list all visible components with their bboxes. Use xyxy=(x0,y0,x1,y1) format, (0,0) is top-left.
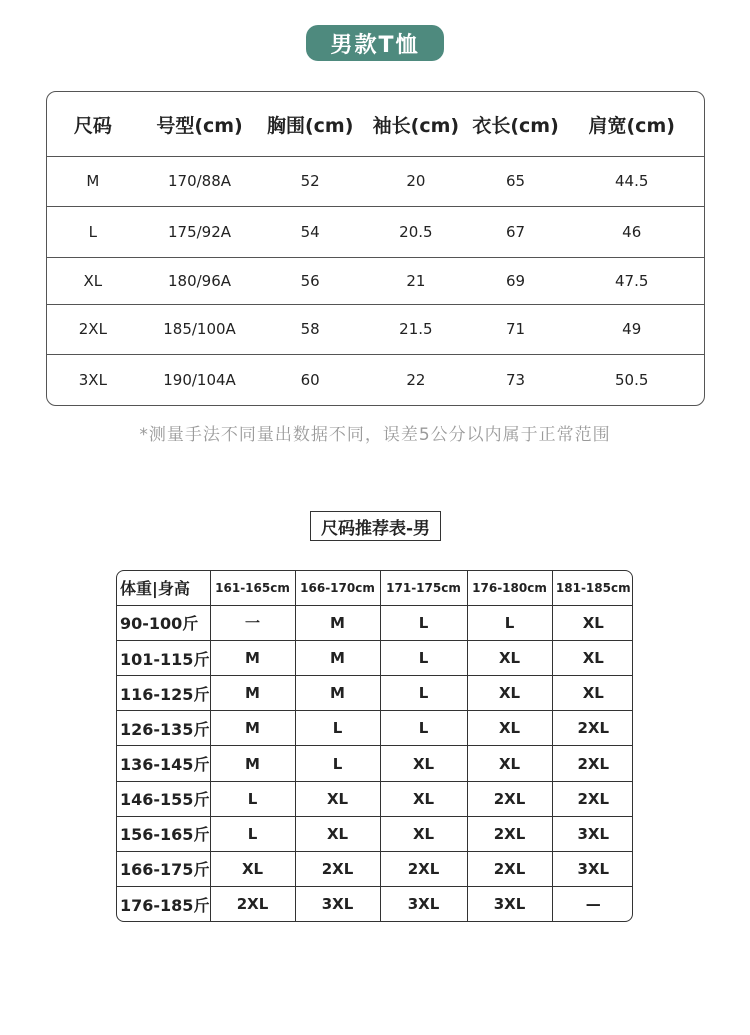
recommended-size: — xyxy=(552,887,633,921)
weight-range: 126-135斤 xyxy=(117,711,210,746)
recommend-row xyxy=(117,851,633,886)
recommended-size: L xyxy=(380,676,467,711)
recommended-size: XL xyxy=(552,676,633,711)
header-chest: 胸围(cm) xyxy=(266,114,354,137)
recommended-size: M xyxy=(210,746,295,781)
size-row-m xyxy=(47,156,704,206)
weight-range: 146-155斤 xyxy=(117,781,210,816)
cell-size: M xyxy=(86,172,100,190)
recommended-size: 3XL xyxy=(467,887,552,921)
weight-range: 101-115斤 xyxy=(117,641,210,676)
recommend-row xyxy=(117,641,633,676)
recommended-size: 3XL xyxy=(295,887,380,921)
cell-sleeve: 21.5 xyxy=(399,320,433,338)
weight-range: 90-100斤 xyxy=(117,605,210,640)
recommended-size: 2XL xyxy=(210,887,295,921)
weight-range: 176-185斤 xyxy=(117,887,210,921)
cell-length: 69 xyxy=(506,271,526,290)
recommend-row xyxy=(117,781,633,816)
recommended-size: L xyxy=(210,781,295,816)
size-row-xl xyxy=(47,257,704,304)
recommended-size: L xyxy=(467,605,552,640)
height-range: 161-165cm xyxy=(210,571,295,605)
recommended-size: XL xyxy=(380,781,467,816)
recommended-size: M xyxy=(295,641,380,676)
cell-sleeve: 22 xyxy=(406,370,426,389)
cell-sleeve: 21 xyxy=(406,271,426,290)
page-title-badge: 男款T恤 xyxy=(306,25,444,61)
size-row-2xl xyxy=(47,304,704,354)
weight-range: 136-145斤 xyxy=(117,746,210,781)
recommended-size: XL xyxy=(467,746,552,781)
recommended-size: XL xyxy=(295,816,380,851)
recommended-size: M xyxy=(295,605,380,640)
size-recommend-table xyxy=(116,570,633,922)
recommended-size: L xyxy=(295,746,380,781)
cell-shoulder: 49 xyxy=(622,320,642,338)
recommended-size: XL xyxy=(380,746,467,781)
recommended-size: XL xyxy=(467,641,552,676)
cell-shoulder: 50.5 xyxy=(615,370,649,389)
recommend-table-title: 尺码推荐表-男 xyxy=(310,511,441,541)
cell-fit-number: 175/92A xyxy=(168,222,232,241)
cell-size: 3XL xyxy=(78,370,107,389)
cell-fit-number: 190/104A xyxy=(163,370,236,389)
cell-length: 65 xyxy=(506,172,526,190)
recommended-size: 一 xyxy=(210,605,295,640)
measurement-note: *测量手法不同量出数据不同，误差5公分以内属于正常范围 xyxy=(139,425,611,445)
height-range: 176-180cm xyxy=(467,571,552,605)
height-range: 171-175cm xyxy=(380,571,467,605)
cell-size: XL xyxy=(83,271,103,290)
recommended-size: L xyxy=(380,641,467,676)
size-chart-header-row xyxy=(47,92,704,156)
size-row-3xl xyxy=(47,354,704,405)
recommended-size: M xyxy=(210,641,295,676)
recommend-row xyxy=(117,711,633,746)
recommended-size: XL xyxy=(552,605,633,640)
recommended-size: 3XL xyxy=(380,887,467,921)
cell-chest: 56 xyxy=(300,271,320,290)
recommended-size: 2XL xyxy=(467,851,552,886)
cell-chest: 54 xyxy=(300,222,320,241)
recommend-row xyxy=(117,887,633,921)
recommended-size: 2XL xyxy=(552,711,633,746)
cell-size: L xyxy=(88,222,98,241)
cell-chest: 60 xyxy=(300,370,320,389)
cell-chest: 58 xyxy=(300,320,320,338)
recommended-size: 2XL xyxy=(467,781,552,816)
recommended-size: L xyxy=(210,816,295,851)
height-range: 166-170cm xyxy=(295,571,380,605)
recommended-size: XL xyxy=(210,851,295,886)
header-size: 尺码 xyxy=(73,114,112,137)
recommended-size: M xyxy=(210,676,295,711)
height-range: 181-185cm xyxy=(552,571,633,605)
recommended-size: XL xyxy=(467,676,552,711)
recommended-size: 2XL xyxy=(467,816,552,851)
cell-fit-number: 170/88A xyxy=(168,172,232,190)
recommended-size: M xyxy=(210,711,295,746)
recommended-size: 3XL xyxy=(552,851,633,886)
recommend-row xyxy=(117,676,633,711)
cell-sleeve: 20 xyxy=(406,172,426,190)
recommended-size: L xyxy=(380,605,467,640)
cell-length: 71 xyxy=(506,320,526,338)
recommended-size: XL xyxy=(295,781,380,816)
recommended-size: 3XL xyxy=(552,816,633,851)
cell-sleeve: 20.5 xyxy=(399,222,433,241)
recommend-header-row xyxy=(117,571,633,605)
recommended-size: 2XL xyxy=(552,746,633,781)
cell-chest: 52 xyxy=(300,172,320,190)
header-fit-number: 号型(cm) xyxy=(156,114,243,137)
size-row-l xyxy=(47,206,704,257)
recommended-size: L xyxy=(380,711,467,746)
cell-fit-number: 180/96A xyxy=(168,271,232,290)
recommended-size: XL xyxy=(467,711,552,746)
recommended-size: 2XL xyxy=(295,851,380,886)
recommended-size: 2XL xyxy=(380,851,467,886)
recommend-row xyxy=(117,605,633,640)
recommend-row xyxy=(117,816,633,851)
header-length: 衣长(cm) xyxy=(472,114,559,137)
recommended-size: 2XL xyxy=(552,781,633,816)
recommended-size: XL xyxy=(552,641,633,676)
cell-length: 67 xyxy=(506,222,526,241)
recommend-row xyxy=(117,746,633,781)
cell-length: 73 xyxy=(506,370,526,389)
recommended-size: M xyxy=(295,676,380,711)
recommended-size: L xyxy=(295,711,380,746)
cell-fit-number: 185/100A xyxy=(163,320,236,338)
weight-range: 166-175斤 xyxy=(117,851,210,886)
cell-size: 2XL xyxy=(78,320,107,338)
cell-shoulder: 47.5 xyxy=(615,271,649,290)
header-sleeve: 袖长(cm) xyxy=(372,114,460,137)
header-shoulder: 肩宽(cm) xyxy=(588,114,675,137)
size-chart-table xyxy=(46,91,705,406)
weight-range: 116-125斤 xyxy=(117,676,210,711)
cell-shoulder: 44.5 xyxy=(615,172,649,190)
recommended-size: XL xyxy=(380,816,467,851)
weight-range: 156-165斤 xyxy=(117,816,210,851)
cell-shoulder: 46 xyxy=(622,222,642,241)
corner-label: 体重|身高 xyxy=(117,571,210,605)
